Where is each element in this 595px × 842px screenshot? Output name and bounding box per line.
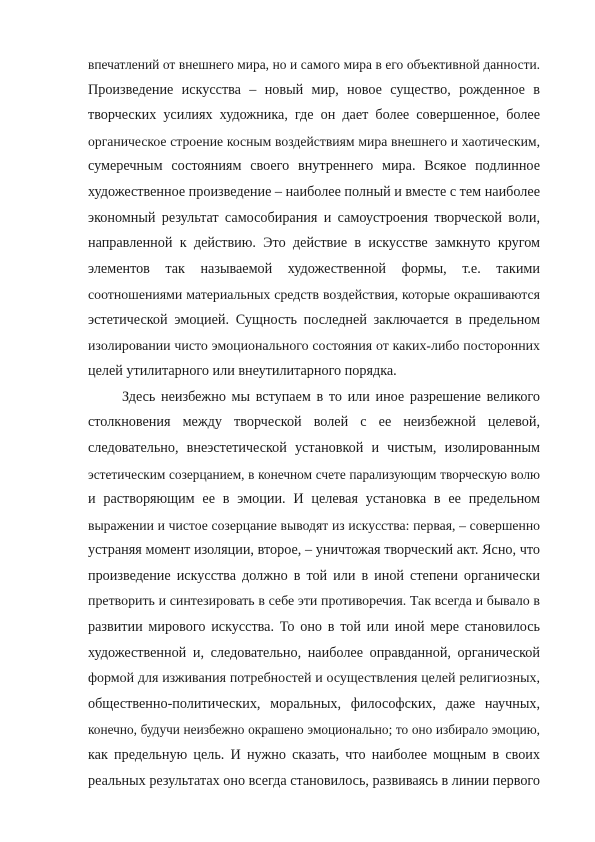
text-line: соотношениями материальных средств воздействия, которые окрашиваются [88,287,540,303]
text-line: элементов так называемой художественной формы, т.е. такими [88,260,540,277]
text-line: направленной к действию. Это действие в искусстве замкнуто кругом [88,235,540,252]
body-text [88,52,540,794]
text-line: устраняя момент изоляции, второе, – уничтожая творческий акт. Ясно, что [88,542,540,559]
text-line: изолировании чисто эмоционального состояния от каких-либо посторонних [88,338,540,354]
text-line: реальных результатах оно всегда становилось, развиваясь в линии первого [88,772,540,789]
text-line: формой для изживания потребностей и осуществления целей религиозных, [88,671,540,687]
text-line: конечно, будучи неизбежно окрашено эмоционально; то оно избирало эмоцию, [88,722,540,738]
text-line: эстетическим созерцанием, в конечном счете парализующим творческую волю [88,466,540,482]
text-line: выражении и чистое созерцание выводят из искусства: первая, – совершенно [88,517,540,533]
text-line: целей утилитарного или внеутилитарного порядка. [88,363,397,380]
text-line: произведение искусства должно в той или в иной степени органически [88,567,540,584]
text-line: как предельную цель. И нужно сказать, что наиболее мощным в своих [88,747,540,764]
text-line: художественной и, следовательно, наиболее оправданной, органической [88,644,540,661]
text-line: Здесь неизбежно мы вступаем в то или иное разрешение великого [122,388,540,405]
text-line: органическое строение косным воздействиям мира внешнего и хаотическим, [88,133,540,149]
text-line: следовательно, внеэстетической установкой и чистым, изолированным [88,439,540,456]
text-line: столкновения между творческой волей с ее неизбежной целевой, [88,414,540,431]
text-line: Произведение искусства – новый мир, новое существо, рожденное в [88,81,540,98]
text-line: эстетической эмоцией. Сущность последней заключается в предельном [88,311,540,328]
text-line: художественное произведение – наиболее полный и вместе с тем наиболее [88,183,540,200]
text-line: общественно-политических, моральных, философских, даже научных, [88,695,540,712]
text-line: развитии мирового искусства. То оно в той или иной мере становилось [88,619,540,636]
text-line: претворить и синтезировать в себе эти противоречия. Так всегда и бывало в [88,594,540,610]
paragraph [88,52,540,385]
paragraph [88,385,540,795]
text-line: сумеречным состояниям своего внутреннего мира. Всякое подлинное [88,158,540,175]
text-line: экономный результат самособирания и самоустроения творческой воли, [88,209,540,226]
text-line: и растворяющим ее в эмоции. И целевая установка в ее предельном [88,491,540,508]
text-line: творческих усилиях художника, где он дает более совершенное, более [88,107,540,124]
text-line: впечатлений от внешнего мира, но и самого мира в его объективной данности. [88,57,540,72]
